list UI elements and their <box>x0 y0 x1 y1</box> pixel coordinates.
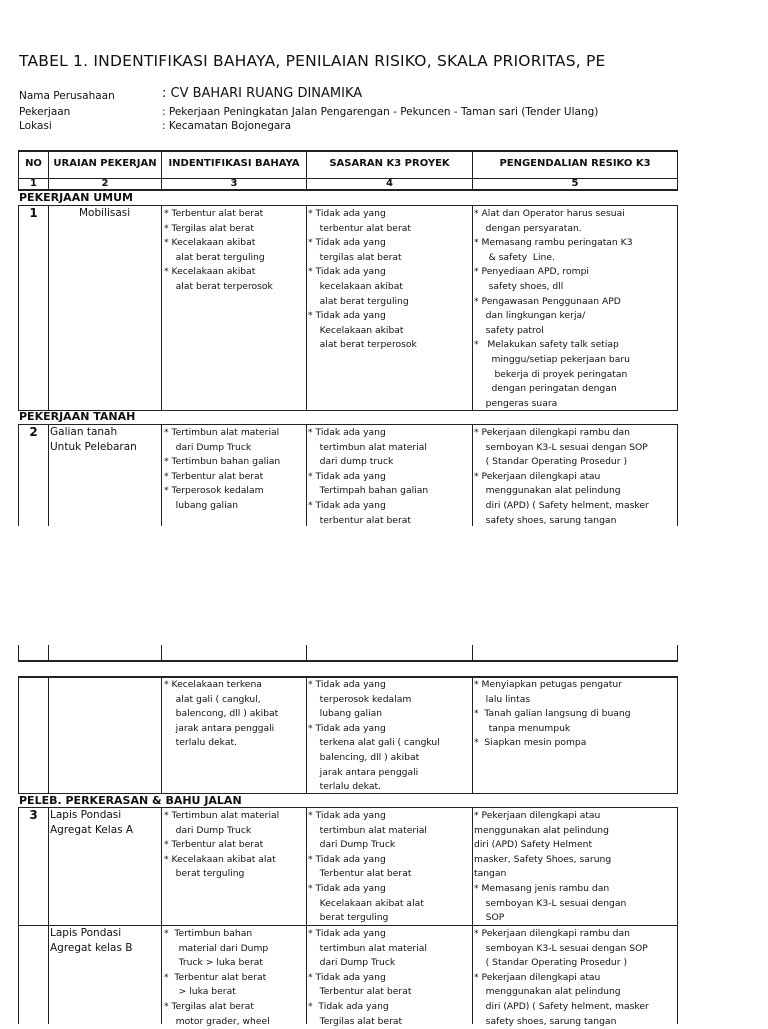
row-uraian: Galian tanah Untuk Pelebaran <box>50 426 137 453</box>
section-umum: PEKERJAAN UMUM <box>19 191 133 204</box>
header-pengendalian: PENGENDALIAN RESIKO K3 <box>499 158 651 169</box>
perusahaan-value: : CV BAHARI RUANG DINAMIKA <box>162 86 363 101</box>
pekerjaan-value: : Pekerjaan Peningkatan Jalan Pengarengan - Pekuncen - Taman sari (Tender Ulang) <box>162 106 599 118</box>
row-sasaran: * Tidak ada yang tertimbun alat material dari dump truck * Tidak ada yang Tertimpah bahan galian * Tidak ada yang terbentur alat berat <box>308 427 429 526</box>
row-no: 2 <box>29 425 38 439</box>
row-pengendalian: * Pekerjaan dilengkapi rambu dan semboyan K3-L sesuai dengan SOP ( Standar Operating Prosedur ) * Pekerjaan dilengkapi atau menggunakan alat pelindung diri (APD) ( Safety helment, masker safety shoes, sarung tangan <box>474 928 649 1027</box>
header-bahaya: INDENTIFIKASI BAHAYA <box>168 158 300 169</box>
row-sasaran: * Tidak ada yang tertimbun alat material dari Dump Truck * Tidak ada yang Terbentur alat berat * Tidak ada yang Tergilas alat berat <box>308 928 427 1027</box>
page-title: TABEL 1. INDENTIFIKASI BAHAYA, PENILAIAN RISIKO, SKALA PRIORITAS, PE <box>19 52 606 70</box>
lokasi-label: Lokasi <box>19 120 52 132</box>
colnum-5: 5 <box>571 178 579 189</box>
row-bahaya: * Tertimbun bahan material dari Dump Truck > luka berat * Terbentur alat berat > luka berat * Tergilas alat berat motor grader, wheel <box>164 928 270 1027</box>
perusahaan-label: Nama Perusahaan <box>19 90 115 102</box>
header-no: NO <box>25 158 42 169</box>
row-bahaya: * Kecelakaan terkena alat gali ( cangkul, balencong, dll ) akibat jarak antara penggali terlalu dekat. <box>164 679 279 749</box>
row-uraian: Lapis Pondasi Agregat Kelas A <box>50 809 134 836</box>
lokasi-value: : Kecamatan Bojonegara <box>162 120 292 132</box>
row-bahaya: * Terbentur alat berat * Tergilas alat berat * Kecelakaan akibat alat berat terguling * Kecelakaan akibat alat berat terperosok <box>164 208 273 292</box>
row-sasaran: * Tidak ada yang terbentur alat berat * Tidak ada yang tergilas alat berat * Tidak ada yang kecelakaan akibat alat berat terguling * Tidak ada yang Kecelakaan akibat alat berat terperosok <box>308 208 417 351</box>
header-sasaran: SASARAN K3 PROYEK <box>329 158 450 169</box>
row-uraian: Lapis Pondasi Agregat kelas B <box>50 927 133 954</box>
row-sasaran: * Tidak ada yang terperosok kedalam lubang galian * Tidak ada yang terkena alat gali ( cangkul balencing, dll ) akibat jarak antara penggali terlalu dekat. <box>308 679 440 793</box>
row-pengendalian: * Pekerjaan dilengkapi rambu dan semboyan K3-L sesuai dengan SOP ( Standar Operating Prosedur ) * Pekerjaan dilengkapi atau menggunakan alat pelindung diri (APD) ( Safety helment, masker safety shoes, sarung tangan <box>474 427 649 526</box>
pekerjaan-label: Pekerjaan <box>19 106 71 118</box>
colnum-3: 3 <box>230 178 238 189</box>
header-uraian: URAIAN PEKERJAN <box>53 158 157 169</box>
colnum-1: 1 <box>30 178 37 189</box>
row-sasaran: * Tidak ada yang tertimbun alat material dari Dump Truck * Tidak ada yang Terbentur alat berat * Tidak ada yang Kecelakaan akibat alat berat terguling <box>308 810 427 924</box>
colnum-4: 4 <box>386 178 393 189</box>
row-no: 3 <box>29 808 38 822</box>
row-pengendalian: * Alat dan Operator harus sesuai dengan persyaratan. * Memasang rambu peringatan K3 & safety Line. * Penyediaan APD, rompi safety shoes, dll * Pengawasan Penggunaan APD dan lingkungan kerja/ safety patrol * Melakukan safety talk setiap minggu/setiap pekerjaan baru bekerja di proyek peringatan dengan peringatan dengan pengeras suara <box>474 208 633 409</box>
row-no: 1 <box>29 206 38 220</box>
section-tanah: PEKERJAAN TANAH <box>19 410 136 423</box>
section-perkerasan: PELEB. PERKERASAN & BAHU JALAN <box>19 794 242 807</box>
row-bahaya: * Tertimbun alat material dari Dump Truck * Terbentur alat berat * Kecelakaan akibat alat berat terguling <box>164 810 280 880</box>
colnum-2: 2 <box>101 178 109 189</box>
row-bahaya: * Tertimbun alat material dari Dump Truck * Tertimbun bahan galian * Terbentur alat berat * Terperosok kedalam lubang galian <box>164 427 281 511</box>
row-pengendalian: * Menyiapkan petugas pengatur lalu lintas * Tanah galian langsung di buang tanpa menumpuk * Siapkan mesin pompa <box>474 679 631 749</box>
row-pengendalian: * Pekerjaan dilengkapi atau menggunakan alat pelindung diri (APD) Safety Helment masker, Safety Shoes, sarung tangan * Memasang jenis rambu dan semboyan K3-L sesuai dengan SOP <box>474 810 627 924</box>
row-uraian: Mobilisasi <box>79 207 131 219</box>
